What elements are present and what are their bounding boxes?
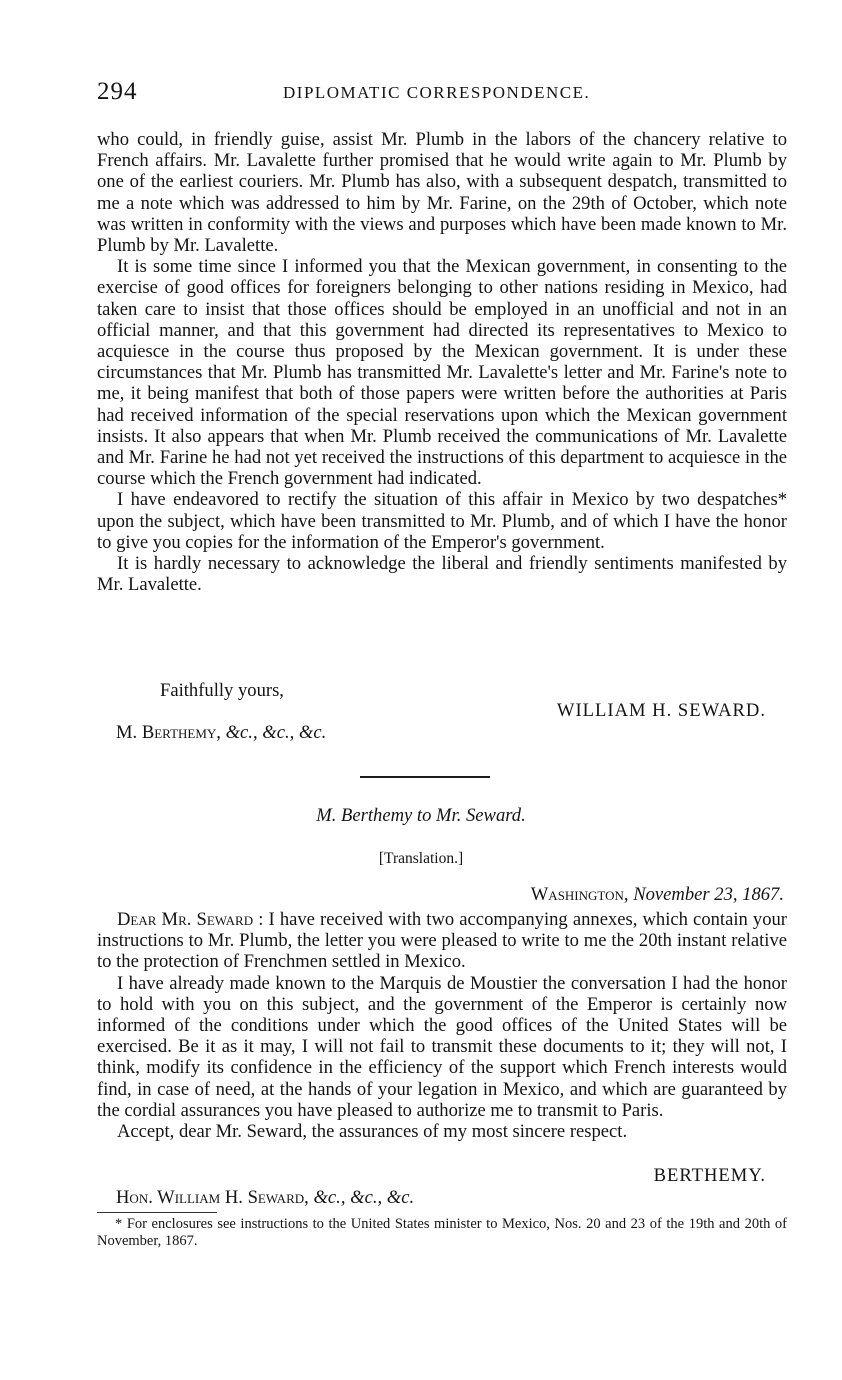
dateline-place: Washington, (530, 884, 629, 905)
dateline-date: November 23, 1867. (633, 884, 784, 905)
paragraph: It is hardly necessary to acknowledge the liberal and friendly sentiments manifested by Mr. Lavalette. (97, 553, 787, 596)
running-title: DIPLOMATIC CORRESPONDENCE. (283, 83, 591, 102)
dateline (531, 884, 784, 906)
letter-seward-body (97, 129, 787, 595)
page-header (97, 78, 787, 106)
paragraph: I have already made known to the Marquis de Moustier the conversation I had the honor to hold with you on this subject, and the government of the Emperor is certainly now informed of the conditions under which the good offices of the United States will be exercised. Be it as it may, I will not fail to transmit these documents to it; they will not, I think, modify its confidence in the efficiency of the support which French interests would find, in case of need, at the hands of your legation in Mexico, and which are guaranteed by the cordial assurances you have pleased to authorize me to transmit to Paris. (97, 972, 787, 1121)
footnote-rule (97, 1212, 217, 1213)
page-number: 294 (97, 78, 138, 105)
translation-note: [Translation.] (378, 850, 464, 867)
footnote (97, 1216, 787, 1250)
paragraph: It is some time since I informed you that the Mexican government, in consenting to the exercise of good offices for foreigners belonging to other nations residing in Mexico, had taken care to insist that those offices should be employed in an unofficial and not in an official manner, and that this government had directed its representatives to Mexico to acquiesce in the course thus proposed by the Mexican government. It is under these circumstances that Mr. Plumb has transmitted Mr. Lavalette's letter and Mr. Farine's note to me, it being manifest that both of those papers were written before the authorities at Paris had received information of the special reservations upon which the Mexican government insists. It also appears that when Mr. Plumb received the communications of Mr. Lavalette and Mr. Farine he had not yet received the instructions of this department to acquiesce in the course which the French government had indicated. (97, 256, 787, 490)
addressee-berthemy (116, 722, 326, 744)
paragraph: who could, in friendly guise, assist Mr. Plumb in the labors of the chancery relative to French affairs. Mr. Lavalette further promised that he would write again to Mr. Plumb by one of the earliest couriers. Mr. Plumb has also, with a subsequent despatch, transmitted to me a note which was addressed to him by Mr. Farine, on the 29th of October, which note was written in conformity with the views and purposes which have been made known to Mr. Plumb by Mr. Lavalette. (97, 129, 787, 257)
paragraph-text: I have received with two accompanying annexes, which contain your instructions to Mr. Plumb, the letter you were pleased to write to me the 20th instant relative to the protection of Frenchmen settled in Mexico. (97, 909, 787, 973)
salutation: Dear Mr. Seward : (117, 909, 264, 930)
addressee-name: Hon. William H. Seward, (116, 1187, 309, 1208)
signature-seward: WILLIAM H. SEWARD. (556, 700, 766, 721)
letter-berthemy-body (97, 909, 787, 1142)
paragraph (97, 909, 787, 973)
addressee-etc: &c., &c., &c. (225, 722, 327, 743)
addressee-etc: &c., &c., &c. (313, 1187, 415, 1208)
paragraph: Accept, dear Mr. Seward, the assurances of my most sincere respect. (117, 1121, 628, 1143)
footnote-text: * For enclosures see instructions to the United States minister to Mexico, Nos. 20 and 23 of the 19th and 20th of November, 1867. (97, 1216, 787, 1249)
paragraph: I have endeavored to rectify the situation of this affair in Mexico by two despatches* upon the subject, which have been transmitted to Mr. Plumb, and of which I have the honor to give you copies for the information of the Emperor's government. (97, 489, 787, 553)
section-divider (360, 776, 490, 778)
signature-berthemy: BERTHEMY. (653, 1165, 766, 1186)
addressee-seward (116, 1187, 414, 1209)
letter-title: M. Berthemy to Mr. Seward. (316, 805, 526, 826)
closing: Faithfully yours, (160, 680, 284, 701)
addressee-name: M. Berthemy, (116, 722, 221, 743)
